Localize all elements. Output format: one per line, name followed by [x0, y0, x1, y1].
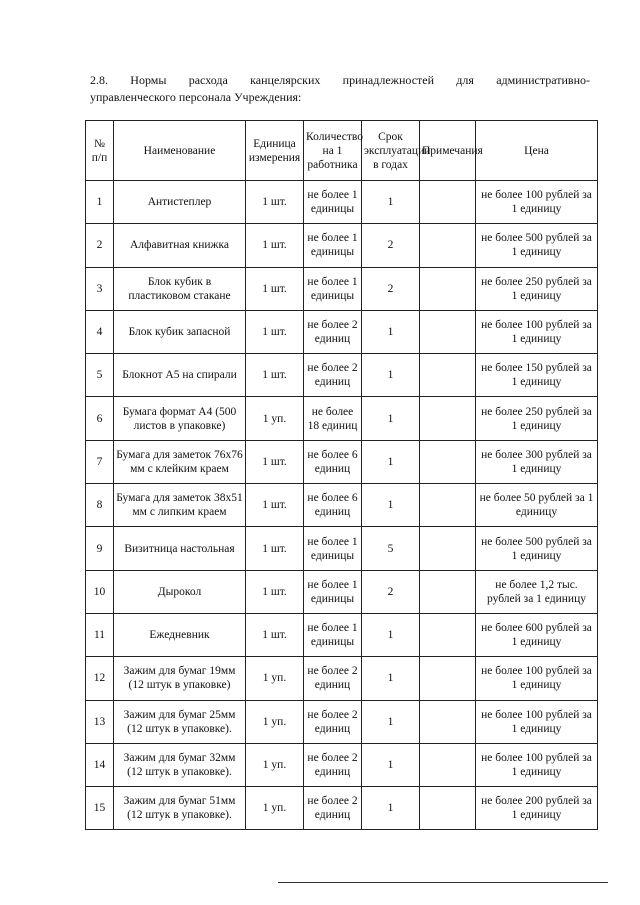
- cell-num: 7: [86, 440, 114, 483]
- cell-term: 5: [362, 527, 420, 570]
- cell-price: не более 100 рублей за 1 единицу: [476, 310, 598, 353]
- cell-term: 1: [362, 397, 420, 440]
- cell-unit: 1 шт.: [246, 181, 304, 224]
- cell-term: 1: [362, 787, 420, 830]
- cell-note: [420, 310, 476, 353]
- table-row: [86, 613, 598, 656]
- cell-price: не более 100 рублей за 1 единицу: [476, 700, 598, 743]
- cell-num: 1: [86, 181, 114, 224]
- header-name: Наименование: [114, 121, 246, 181]
- cell-num: 9: [86, 527, 114, 570]
- table-row: [86, 527, 598, 570]
- cell-term: 1: [362, 181, 420, 224]
- cell-unit: 1 уп.: [246, 657, 304, 700]
- cell-num: 11: [86, 613, 114, 656]
- table-row: [86, 484, 598, 527]
- cell-note: [420, 657, 476, 700]
- heading-line-1: 2.8. Нормы расхода канцелярских принадлежностей для административно-: [90, 73, 590, 87]
- footer-rule: [278, 882, 608, 883]
- table-row: [86, 397, 598, 440]
- cell-name: Зажим для бумаг 51мм (12 штук в упаковке).: [114, 787, 246, 830]
- cell-price: не более 100 рублей за 1 единицу: [476, 657, 598, 700]
- cell-note: [420, 787, 476, 830]
- cell-qty: не более 2 единиц: [304, 657, 362, 700]
- cell-unit: 1 шт.: [246, 440, 304, 483]
- cell-qty: не более 18 единиц: [304, 397, 362, 440]
- table-row: [86, 310, 598, 353]
- cell-unit: 1 уп.: [246, 743, 304, 786]
- cell-price: не более 50 рублей за 1 единицу: [476, 484, 598, 527]
- cell-price: не более 100 рублей за 1 единицу: [476, 743, 598, 786]
- cell-unit: 1 шт.: [246, 224, 304, 267]
- header-unit: Единица измерения: [246, 121, 304, 181]
- header-price: Цена: [476, 121, 598, 181]
- cell-term: 2: [362, 570, 420, 613]
- cell-num: 5: [86, 354, 114, 397]
- header-qty: Количество на 1 работника: [304, 121, 362, 181]
- cell-num: 10: [86, 570, 114, 613]
- heading-line-2: управленческого персонала Учреждения:: [90, 90, 302, 104]
- table-header-row: [86, 121, 598, 181]
- cell-note: [420, 527, 476, 570]
- cell-qty: не более 2 единиц: [304, 787, 362, 830]
- cell-num: 8: [86, 484, 114, 527]
- cell-unit: 1 шт.: [246, 570, 304, 613]
- cell-num: 12: [86, 657, 114, 700]
- cell-term: 1: [362, 354, 420, 397]
- cell-price: не более 300 рублей за 1 единицу: [476, 440, 598, 483]
- cell-note: [420, 224, 476, 267]
- cell-num: 14: [86, 743, 114, 786]
- cell-qty: не более 2 единиц: [304, 700, 362, 743]
- header-term: Срок эксплуатации в годах: [362, 121, 420, 181]
- cell-term: 2: [362, 267, 420, 310]
- cell-unit: 1 шт.: [246, 354, 304, 397]
- table-row: [86, 787, 598, 830]
- cell-note: [420, 181, 476, 224]
- cell-unit: 1 уп.: [246, 787, 304, 830]
- cell-unit: 1 шт.: [246, 267, 304, 310]
- cell-num: 3: [86, 267, 114, 310]
- cell-note: [420, 440, 476, 483]
- table-row: [86, 657, 598, 700]
- cell-name: Дырокол: [114, 570, 246, 613]
- table-row: [86, 440, 598, 483]
- cell-price: не более 1,2 тыс. рублей за 1 единицу: [476, 570, 598, 613]
- cell-note: [420, 613, 476, 656]
- table-row: [86, 181, 598, 224]
- header-num: № п/п: [86, 121, 114, 181]
- cell-name: Визитница настольная: [114, 527, 246, 570]
- table-row: [86, 743, 598, 786]
- section-heading: [90, 72, 590, 106]
- cell-qty: не более 6 единиц: [304, 484, 362, 527]
- cell-name: Бумага для заметок 76x76 мм с клейким краем: [114, 440, 246, 483]
- cell-num: 4: [86, 310, 114, 353]
- cell-qty: не более 1 единицы: [304, 570, 362, 613]
- cell-num: 6: [86, 397, 114, 440]
- cell-unit: 1 уп.: [246, 397, 304, 440]
- cell-qty: не более 2 единиц: [304, 743, 362, 786]
- cell-unit: 1 шт.: [246, 527, 304, 570]
- cell-price: не более 150 рублей за 1 единицу: [476, 354, 598, 397]
- cell-qty: не более 1 единицы: [304, 527, 362, 570]
- cell-qty: не более 6 единиц: [304, 440, 362, 483]
- cell-price: не более 250 рублей за 1 единицу: [476, 397, 598, 440]
- cell-num: 2: [86, 224, 114, 267]
- cell-num: 13: [86, 700, 114, 743]
- cell-term: 1: [362, 700, 420, 743]
- cell-qty: не более 1 единицы: [304, 613, 362, 656]
- cell-note: [420, 484, 476, 527]
- cell-qty: не более 2 единиц: [304, 354, 362, 397]
- cell-unit: 1 уп.: [246, 700, 304, 743]
- cell-qty: не более 2 единиц: [304, 310, 362, 353]
- cell-price: не более 200 рублей за 1 единицу: [476, 787, 598, 830]
- cell-term: 1: [362, 743, 420, 786]
- table-row: [86, 224, 598, 267]
- table-row: [86, 267, 598, 310]
- cell-name: Зажим для бумаг 25мм (12 штук в упаковке).: [114, 700, 246, 743]
- cell-term: 2: [362, 224, 420, 267]
- cell-price: не более 250 рублей за 1 единицу: [476, 267, 598, 310]
- cell-term: 1: [362, 484, 420, 527]
- cell-term: 1: [362, 657, 420, 700]
- table-row: [86, 700, 598, 743]
- cell-qty: не более 1 единицы: [304, 181, 362, 224]
- table-row: [86, 570, 598, 613]
- cell-note: [420, 354, 476, 397]
- cell-note: [420, 700, 476, 743]
- cell-num: 15: [86, 787, 114, 830]
- cell-qty: не более 1 единицы: [304, 267, 362, 310]
- cell-name: Зажим для бумаг 19мм (12 штук в упаковке): [114, 657, 246, 700]
- cell-name: Ежедневник: [114, 613, 246, 656]
- cell-unit: 1 шт.: [246, 484, 304, 527]
- cell-name: Бумага для заметок 38x51 мм с липким краем: [114, 484, 246, 527]
- cell-unit: 1 шт.: [246, 310, 304, 353]
- cell-name: Блок кубик запасной: [114, 310, 246, 353]
- cell-term: 1: [362, 440, 420, 483]
- cell-note: [420, 267, 476, 310]
- cell-note: [420, 743, 476, 786]
- cell-price: не более 100 рублей за 1 единицу: [476, 181, 598, 224]
- cell-name: Блокнот А5 на спирали: [114, 354, 246, 397]
- cell-name: Бумага формат А4 (500 листов в упаковке): [114, 397, 246, 440]
- cell-qty: не более 1 единицы: [304, 224, 362, 267]
- stationery-norms-table: [85, 120, 598, 830]
- cell-term: 1: [362, 613, 420, 656]
- cell-price: не более 500 рублей за 1 единицу: [476, 527, 598, 570]
- cell-unit: 1 шт.: [246, 613, 304, 656]
- cell-price: не более 600 рублей за 1 единицу: [476, 613, 598, 656]
- cell-name: Антистеплер: [114, 181, 246, 224]
- cell-term: 1: [362, 310, 420, 353]
- table-row: [86, 354, 598, 397]
- cell-price: не более 500 рублей за 1 единицу: [476, 224, 598, 267]
- cell-note: [420, 570, 476, 613]
- cell-name: Алфавитная книжка: [114, 224, 246, 267]
- cell-name: Зажим для бумаг 32мм (12 штук в упаковке).: [114, 743, 246, 786]
- cell-note: [420, 397, 476, 440]
- header-note: Примечания: [420, 121, 476, 181]
- cell-name: Блок кубик в пластиковом стакане: [114, 267, 246, 310]
